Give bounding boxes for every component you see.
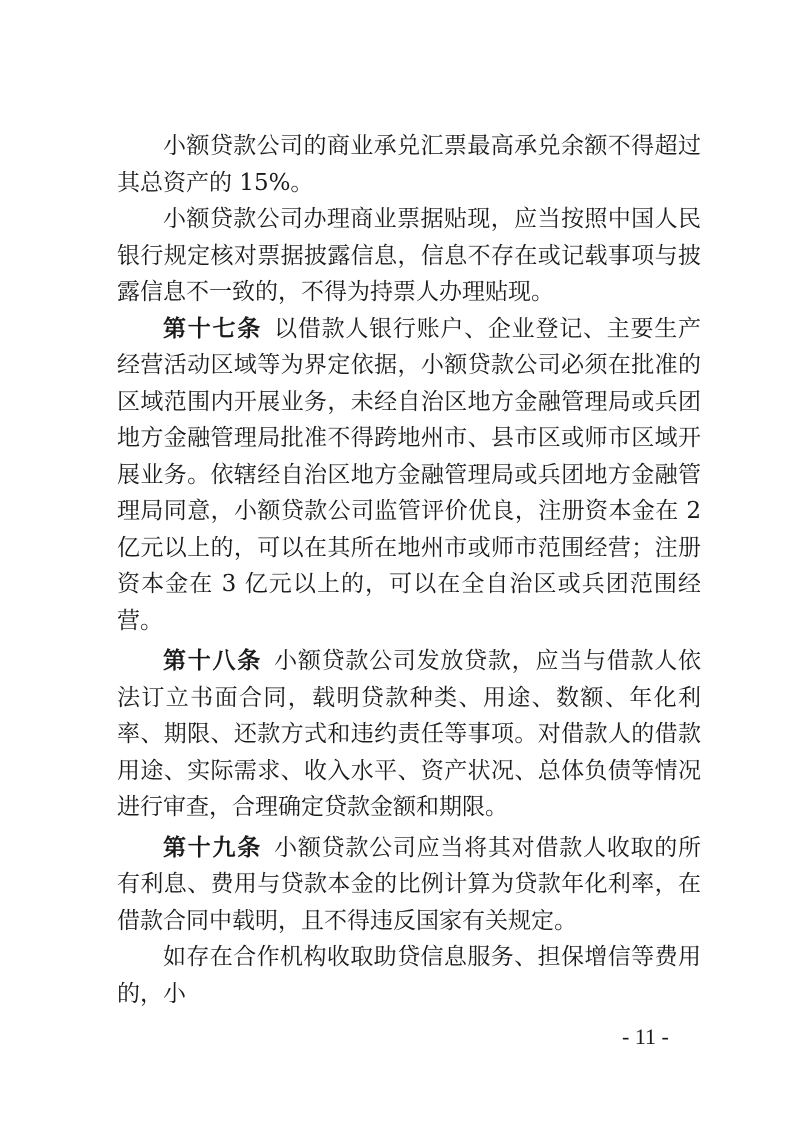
document-body <box>117 128 701 1012</box>
paragraph-text: 如存在合作机构收取助贷信息服务、担保增信等费用的，小 <box>117 944 701 1007</box>
paragraph-bill-discount <box>117 201 701 311</box>
paragraph-article-18 <box>117 643 701 826</box>
paragraph-acceptance-limit <box>117 128 701 201</box>
article-heading: 第十八条 <box>163 648 263 674</box>
paragraph-text: 小额贷款公司应当将其对借款人收取的所有利息、费用与贷款本金的比例计算为贷款年化利率，在借款合同中载明，且不得违反国家有关规定。 <box>117 834 702 934</box>
paragraph-text: 以借款人银行账户、企业登记、主要生产经营活动区域等为界定依据，小额贷款公司必须在批准的区域范围内开展业务，未经自治区地方金融管理局或兵团地方金融管理局批准不得跨地州市、县市区或师市区域开展业务。依辖经自治区地方金融管理局或兵团地方金融管理局同意，小额贷款公司监管评价优良，注册资本金在 2 亿元以上的，可以在其所在地州市或师市范围经营；注册资本金在 3 亿元以上的，可以在全自治区或兵团范围经营。 <box>117 315 702 634</box>
page-number: - 11 - <box>622 1024 669 1049</box>
article-heading: 第十九条 <box>163 834 263 861</box>
paragraph-text: 小额贷款公司办理商业票据贴现，应当按照中国人民银行规定核对票据披露信息，信息不存在或记载事项与披露信息不一致的，不得为持票人办理贴现。 <box>117 206 701 305</box>
paragraph-article-19 <box>117 830 701 940</box>
paragraph-partner-fees <box>117 939 701 1012</box>
paragraph-article-17 <box>117 311 701 640</box>
article-heading: 第十七条 <box>163 315 263 342</box>
paragraph-text: 小额贷款公司发放贷款，应当与借款人依法订立书面合同，载明贷款种类、用途、数额、年化利率、期限、还款方式和违约责任等事项。对借款人的借款用途、实际需求、收入水平、资产状况、总体负债等情况进行审查，合理确定贷款金额和期限。 <box>117 648 702 820</box>
paragraph-text: 小额贷款公司的商业承兑汇票最高承兑余额不得超过其总资产的 15%。 <box>117 133 701 196</box>
